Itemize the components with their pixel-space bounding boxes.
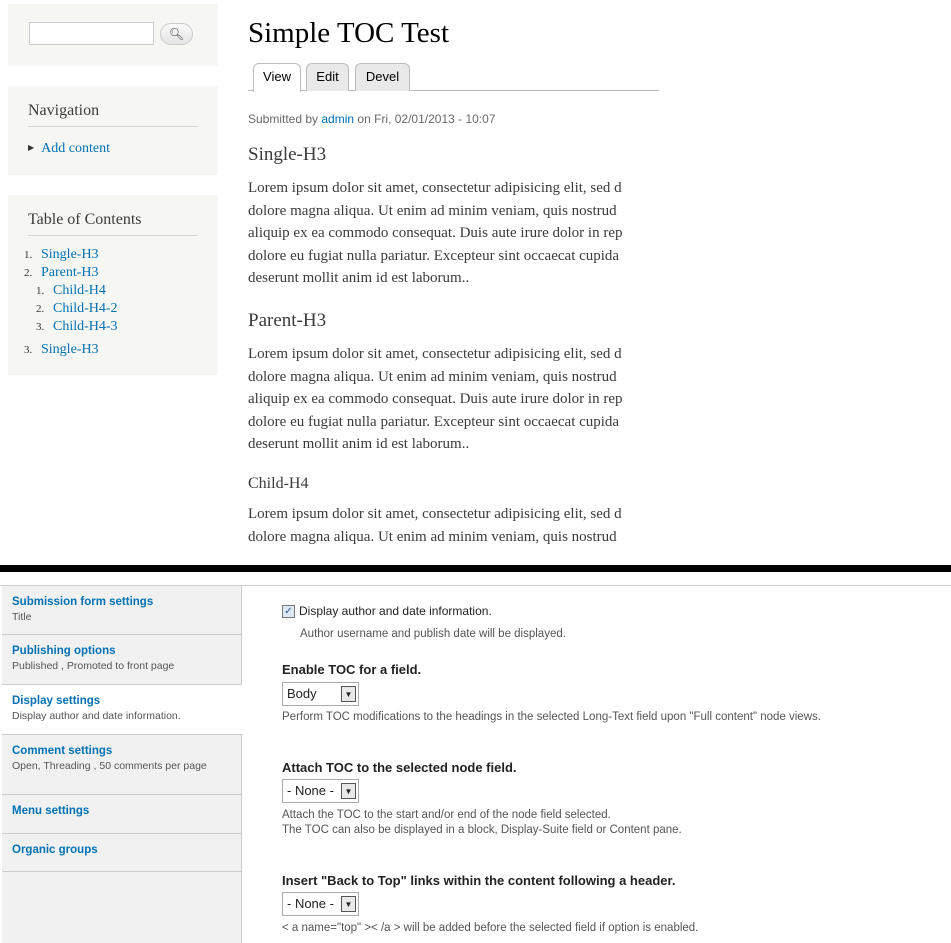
toc-number: 2.	[36, 303, 45, 315]
toc-link[interactable]: Child-H4-3	[53, 319, 118, 334]
tabs	[248, 63, 659, 91]
vtab-display-settings[interactable]	[2, 685, 243, 735]
vtab-title: Menu settings	[12, 805, 90, 817]
toc-link[interactable]: Child-H4-2	[53, 301, 118, 316]
chevron-down-icon: ▼	[341, 783, 356, 799]
enable-toc-description: Perform TOC modifications to the headings in the selected Long-Text field upon "Full content" node views.	[282, 711, 821, 723]
attach-toc-description: The TOC can also be displayed in a block, Display-Suite field or Content pane.	[282, 824, 682, 836]
search-icon: 🔍︎	[168, 27, 185, 41]
chevron-down-icon: ▼	[341, 686, 356, 702]
vtab-title: Display settings	[12, 695, 101, 707]
toc-link[interactable]: Child-H4	[53, 283, 106, 298]
divider	[0, 565, 951, 572]
toc-number: 3.	[36, 321, 45, 333]
back-to-top-select[interactable]	[282, 892, 359, 916]
select-value: - None -	[287, 783, 334, 798]
paragraph-line: Lorem ipsum dolor sit amet, consectetur adipisicing elit, sed d	[248, 346, 622, 362]
bullet-triangle-icon: ▶	[28, 143, 35, 152]
paragraph-line: dolore magna aliqua. Ut enim ad minim veniam, quis nostrud	[248, 368, 617, 385]
paragraph-line: deserunt mollit anim id est laborum..	[248, 436, 470, 452]
page-title: Simple TOC Test	[248, 17, 450, 49]
paragraph-line: dolore eu fugiat nulla pariatur. Excepteur sint occaecat cupida	[248, 247, 620, 264]
paragraph-line: dolore eu fugiat nulla pariatur. Excepteur sint occaecat cupida	[248, 413, 620, 430]
toc-block	[8, 195, 218, 375]
toc-item	[36, 318, 218, 336]
vtab-summary: Published , Promoted to front page	[12, 660, 175, 672]
toc-item	[36, 300, 218, 318]
paragraph-line: aliquip ex ea commodo consequat. Duis aute irure dolor in rep	[248, 225, 623, 241]
toc-number: 2.	[24, 267, 33, 279]
paragraph-line: dolore magna aliqua. Ut enim ad minim veniam, quis nostrud	[248, 202, 617, 219]
vtab-summary: Open, Threading , 50 comments per page	[12, 760, 207, 772]
toc-link[interactable]: Parent-H3	[41, 265, 99, 280]
vtab-comment-settings[interactable]	[2, 735, 242, 795]
vtab-summary: Title	[12, 611, 32, 623]
enable-toc-label: Enable TOC for a field.	[282, 662, 422, 677]
checkbox-label: Display author and date information.	[299, 604, 492, 618]
navigation-block	[8, 86, 218, 175]
search-input[interactable]	[29, 22, 154, 45]
checkbox-description: Author username and publish date will be displayed.	[300, 628, 566, 640]
submitted-prefix: Submitted by	[248, 112, 322, 126]
paragraph-line: aliquip ex ea commodo consequat. Duis aute irure dolor in rep	[248, 391, 623, 407]
display-author-checkbox[interactable]: ✓	[282, 605, 295, 618]
vtab-title: Publishing options	[12, 645, 116, 657]
section-heading: Single-H3	[248, 144, 327, 165]
vtab-organic-groups[interactable]	[2, 834, 242, 872]
tab-devel[interactable]: Devel	[355, 63, 410, 91]
paragraph-line: Lorem ipsum dolor sit amet, consectetur adipisicing elit, sed d	[248, 180, 622, 196]
add-content-link[interactable]: Add content	[41, 141, 110, 156]
back-to-top-description: < a name="top" >< /a > will be added before the selected field if option is enabled.	[282, 922, 699, 934]
section-heading: Parent-H3	[248, 310, 327, 331]
vtab-summary: Display author and date information.	[12, 710, 181, 722]
paragraph-line: dolore magna aliqua. Ut enim ad minim veniam, quis nostrud	[248, 528, 617, 545]
vtab-title: Comment settings	[12, 745, 113, 757]
attach-toc-label: Attach TOC to the selected node field.	[282, 760, 517, 775]
main-content	[248, 0, 659, 565]
select-value: Body	[287, 686, 317, 701]
submitted-info	[248, 112, 496, 126]
author-link[interactable]: admin	[321, 112, 355, 126]
toc-item	[24, 341, 218, 359]
toc-number: 3.	[24, 344, 33, 356]
section-heading: Child-H4	[248, 475, 309, 492]
section-paragraph	[248, 343, 659, 456]
attach-toc-description: Attach the TOC to the start and/or end of the node field selected.	[282, 809, 611, 821]
section-paragraph	[248, 503, 659, 548]
submitted-date: on Fri, 02/01/2013 - 10:07	[354, 112, 496, 126]
toc-item	[36, 282, 218, 300]
toc-title: Table of Contents	[28, 211, 198, 236]
tab-edit[interactable]: Edit	[306, 63, 349, 91]
section-paragraph	[248, 177, 659, 290]
paragraph-line: Lorem ipsum dolor sit amet, consectetur adipisicing elit, sed d	[248, 506, 622, 522]
enable-toc-select[interactable]	[282, 682, 359, 706]
vertical-tabs	[2, 586, 242, 943]
navigation-title: Navigation	[28, 102, 198, 127]
search-button[interactable]	[160, 23, 193, 45]
paragraph-line: deserunt mollit anim id est laborum..	[248, 270, 470, 286]
toc-item	[24, 264, 218, 282]
toc-link[interactable]: Single-H3	[41, 247, 99, 262]
search-block	[8, 4, 218, 66]
vtab-submission-form-settings[interactable]	[2, 586, 242, 635]
attach-toc-select[interactable]	[282, 779, 359, 803]
toc-number: 1.	[24, 249, 33, 261]
select-value: - None -	[287, 896, 334, 911]
nav-item-add-content[interactable]	[28, 141, 218, 157]
vtab-menu-settings[interactable]	[2, 795, 242, 834]
tab-view[interactable]: View	[253, 63, 301, 92]
node-settings-panel	[0, 585, 951, 942]
toc-link[interactable]: Single-H3	[41, 342, 99, 357]
vtab-title: Organic groups	[12, 844, 98, 856]
vtab-title: Submission form settings	[12, 596, 154, 608]
toc-item	[24, 246, 218, 264]
toc-number: 1.	[36, 285, 45, 297]
back-to-top-label: Insert "Back to Top" links within the content following a header.	[282, 873, 676, 888]
vtab-publishing-options[interactable]	[2, 635, 242, 685]
chevron-down-icon: ▼	[341, 896, 356, 912]
